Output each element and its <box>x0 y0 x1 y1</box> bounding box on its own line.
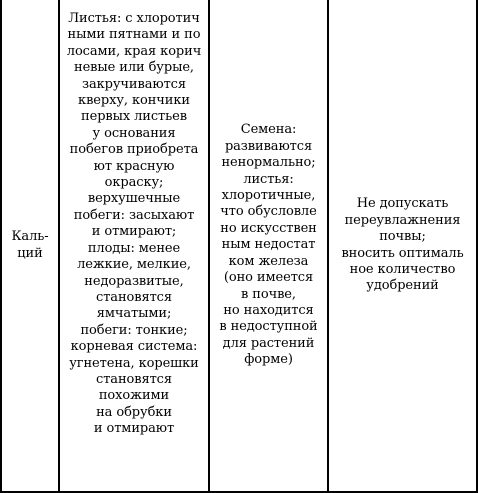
text-line: что обусловле <box>220 204 317 220</box>
text-line: побегов приобрета <box>69 142 199 158</box>
text-line: корневая система: <box>70 339 198 355</box>
text-line: закручиваются <box>82 76 186 92</box>
text-line: лежкие, мелкие, <box>77 257 191 273</box>
text-line: хлоротичные, <box>221 188 316 204</box>
text-line: на обрубки <box>96 404 172 420</box>
text-line: но искусствен <box>220 220 317 236</box>
text-line: удобрений <box>366 278 439 294</box>
text-line: форме) <box>244 352 293 368</box>
text-line: для растений <box>222 335 315 351</box>
text-line: и отмирают; <box>91 224 177 240</box>
text-line: угнетена, корешки <box>69 355 199 371</box>
text-line: ненормально; <box>221 155 316 171</box>
symptoms-cell <box>60 0 208 491</box>
element-name <box>11 229 48 262</box>
text-line: первых листьев <box>81 109 187 125</box>
text-line: побеги: засыхают <box>73 207 195 223</box>
element-cell <box>2 0 58 491</box>
text-line: ямчатыми; <box>96 306 172 322</box>
measures-cell <box>329 0 476 491</box>
text-line: вносить оптималь <box>341 245 464 261</box>
text-line: развиваются <box>224 138 313 154</box>
text-line: в недоступной <box>219 319 318 335</box>
text-line: Листья: с хлоротич <box>68 11 200 26</box>
text-line: Семена: <box>240 122 297 138</box>
text-line: становятся <box>96 289 172 305</box>
measures-text <box>341 196 463 294</box>
text-line: ным недостат <box>221 237 316 253</box>
text-line: в почве, <box>241 286 296 302</box>
text-line: побеги: тонкие; <box>80 322 188 338</box>
text-line: становятся <box>96 371 172 387</box>
text-line: листья: <box>243 171 294 187</box>
text-line: лосами, края корич <box>66 43 202 59</box>
text-line: Не допускать <box>356 196 449 212</box>
text-line: и отмирают <box>93 421 175 437</box>
consequences-text <box>219 122 317 368</box>
text-line: плоды: менее <box>87 240 181 256</box>
text-line: ными пятнами и по <box>67 27 201 43</box>
consequences-cell <box>210 0 327 491</box>
text-line: верхушечные <box>87 191 181 207</box>
text-line: кверху, кончики <box>78 93 190 109</box>
text-line: похожими <box>98 388 170 404</box>
text-line: ное количество <box>349 261 456 277</box>
text-line: недоразвитые, <box>84 273 184 289</box>
text-line: (оно имеется <box>223 270 314 286</box>
text-line: переувлажнения <box>344 212 461 228</box>
text-line: у основания <box>92 125 176 141</box>
text-line: ком железа <box>228 253 309 269</box>
text-line: невые или бурые, <box>74 60 194 76</box>
text-line: ций <box>17 245 43 261</box>
text-line: но находится <box>223 302 314 318</box>
text-line: окраску; <box>104 175 164 191</box>
text-line: ют красную <box>93 158 175 174</box>
symptoms-text <box>67 11 201 438</box>
text-line: почвы; <box>379 229 426 245</box>
text-line: Каль- <box>11 229 49 245</box>
